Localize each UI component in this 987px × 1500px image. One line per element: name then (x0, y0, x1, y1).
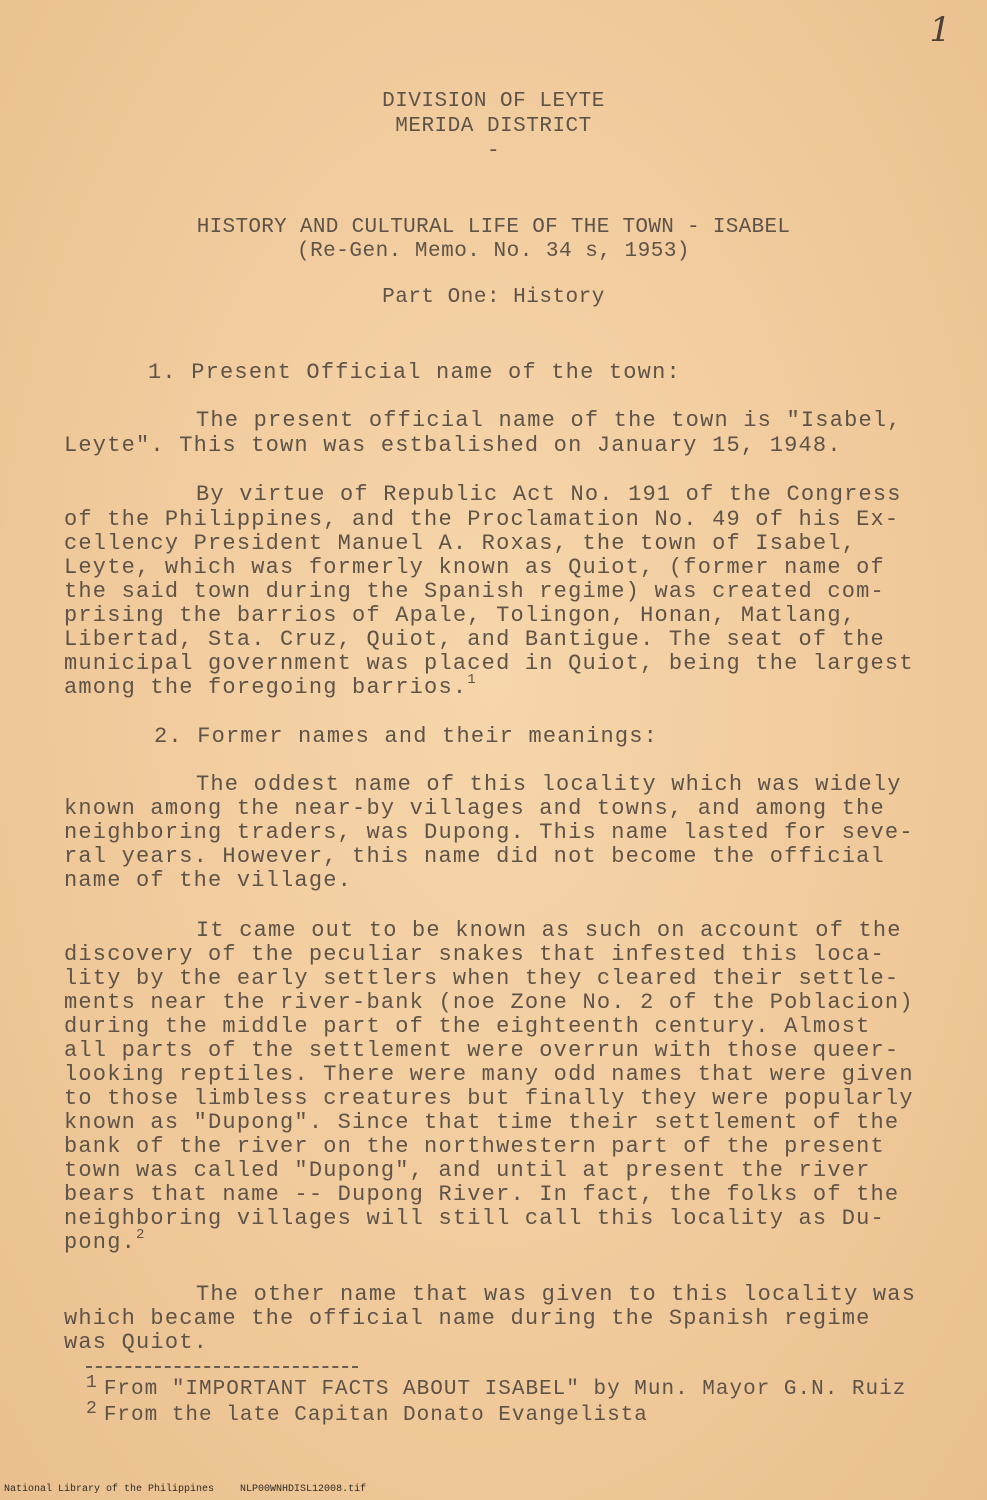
section-2-heading: 2. Former names and their meanings: (154, 724, 659, 749)
s2-p2-line-5: during the middle part of the eighteenth century. Almost (64, 1014, 871, 1039)
s2-p2-line-14 (64, 1227, 146, 1255)
s2-p2-line-10: bank of the river on the northwestern part of the present (64, 1134, 885, 1159)
footnote-divider (86, 1366, 358, 1368)
s2-p2-line-13: neighboring villages will still call this locality as Du- (64, 1206, 885, 1231)
s2-p1-line-5: name of the village. (64, 868, 353, 893)
s1-p2-line-9-text: among the foregoing barrios. (64, 675, 468, 700)
s1-p2-line-7: Libertad, Sta. Cruz, Quiot, and Bantigue. The seat of the (64, 627, 885, 652)
s2-p2-line-4: ments near the river-bank (noe Zone No. 2 of the Poblacion) (64, 990, 914, 1015)
footnote-2-number: 2 (86, 1399, 98, 1419)
s2-p2-line-8: to those limbless creatures but finally they were popularly (64, 1086, 914, 1111)
footnote-ref-1: 1 (467, 672, 477, 688)
footnote-ref-2: 2 (136, 1227, 146, 1243)
s2-p1-line-4: ral years. However, this name did not become the official (64, 844, 885, 869)
s1-p1-line-1: The present official name of the town is "Isabel, (196, 408, 902, 433)
s2-p2-line-2: discovery of the peculiar snakes that infested this loca- (64, 942, 885, 967)
division-heading: DIVISION OF LEYTE (382, 90, 605, 113)
s2-p3-line-3: was Quiot. (64, 1330, 209, 1355)
s2-p1-line-3: neighboring traders, was Dupong. This name lasted for seve- (64, 820, 914, 845)
s1-p2-line-4: Leyte, which was formerly known as Quiot, (former name of (64, 555, 885, 580)
s1-p2-line-9 (64, 672, 477, 700)
s1-p2-line-3: cellency President Manuel A. Roxas, the town of Isabel, (64, 531, 857, 556)
s2-p3-line-1: The other name that was given to this locality was (196, 1282, 917, 1307)
part-heading: Part One: History (382, 286, 605, 309)
s2-p1-line-2: known among the near-by villages and towns, and among the (64, 796, 885, 821)
s1-p2-line-6: prising the barrios of Apale, Tolingon, Honan, Matlang, (64, 603, 857, 628)
footnote-1-text: From "IMPORTANT FACTS ABOUT ISABEL" by Mun. Mayor G.N. Ruiz (103, 1378, 907, 1401)
library-name: National Library of the Philippines (4, 1484, 215, 1495)
s2-p2-line-1: It came out to be known as such on account of the (196, 918, 902, 943)
page-number-mark: 1 (929, 10, 951, 50)
s2-p3-line-2: which became the official name during the Spanish regime (64, 1306, 871, 1331)
s2-p1-line-1: The oddest name of this locality which was widely (196, 772, 902, 797)
footnote-1 (86, 1373, 907, 1401)
footnote-1-number: 1 (86, 1373, 98, 1393)
s1-p2-line-5: the said town during the Spanish regime) was created com- (64, 579, 885, 604)
file-name: NLP00WNHDISL12008.tif (240, 1484, 367, 1495)
memo-reference: (Re-Gen. Memo. No. 34 s, 1953) (296, 240, 691, 263)
s1-p2-line-1: By virtue of Republic Act No. 191 of the Congress (196, 482, 902, 507)
s1-p1-line-2: Leyte". This town was estbalished on January 15, 1948. (64, 433, 842, 458)
s2-p2-line-14-text: pong. (64, 1230, 137, 1255)
footnote-2-text: From the late Capitan Donato Evangelista (103, 1404, 648, 1427)
section-1-heading: 1. Present Official name of the town: (148, 360, 681, 385)
s2-p2-line-9: known as "Dupong". Since that time their settlement of the (64, 1110, 900, 1135)
s2-p2-line-11: town was called "Dupong", and until at present the river (64, 1158, 871, 1183)
footnote-2 (86, 1399, 648, 1427)
s2-p2-line-7: looking reptiles. There were many odd names that were given (64, 1062, 914, 1087)
s2-p2-line-12: bears that name -- Dupong River. In fact, the folks of the (64, 1182, 900, 1207)
s2-p2-line-3: lity by the early settlers when they cleared their settle- (64, 966, 900, 991)
header-dash: - (486, 140, 501, 163)
district-heading: MERIDA DISTRICT (395, 115, 592, 138)
s2-p2-line-6: all parts of the settlement were overrun with those queer- (64, 1038, 900, 1063)
document-title: HISTORY AND CULTURAL LIFE OF THE TOWN - ISABEL (196, 216, 791, 239)
s1-p2-line-2: of the Philippines, and the Proclamation No. 49 of his Ex- (64, 507, 900, 532)
s1-p2-line-8: municipal government was placed in Quiot, being the largest (64, 651, 914, 676)
scan-source-caption (4, 1484, 366, 1495)
